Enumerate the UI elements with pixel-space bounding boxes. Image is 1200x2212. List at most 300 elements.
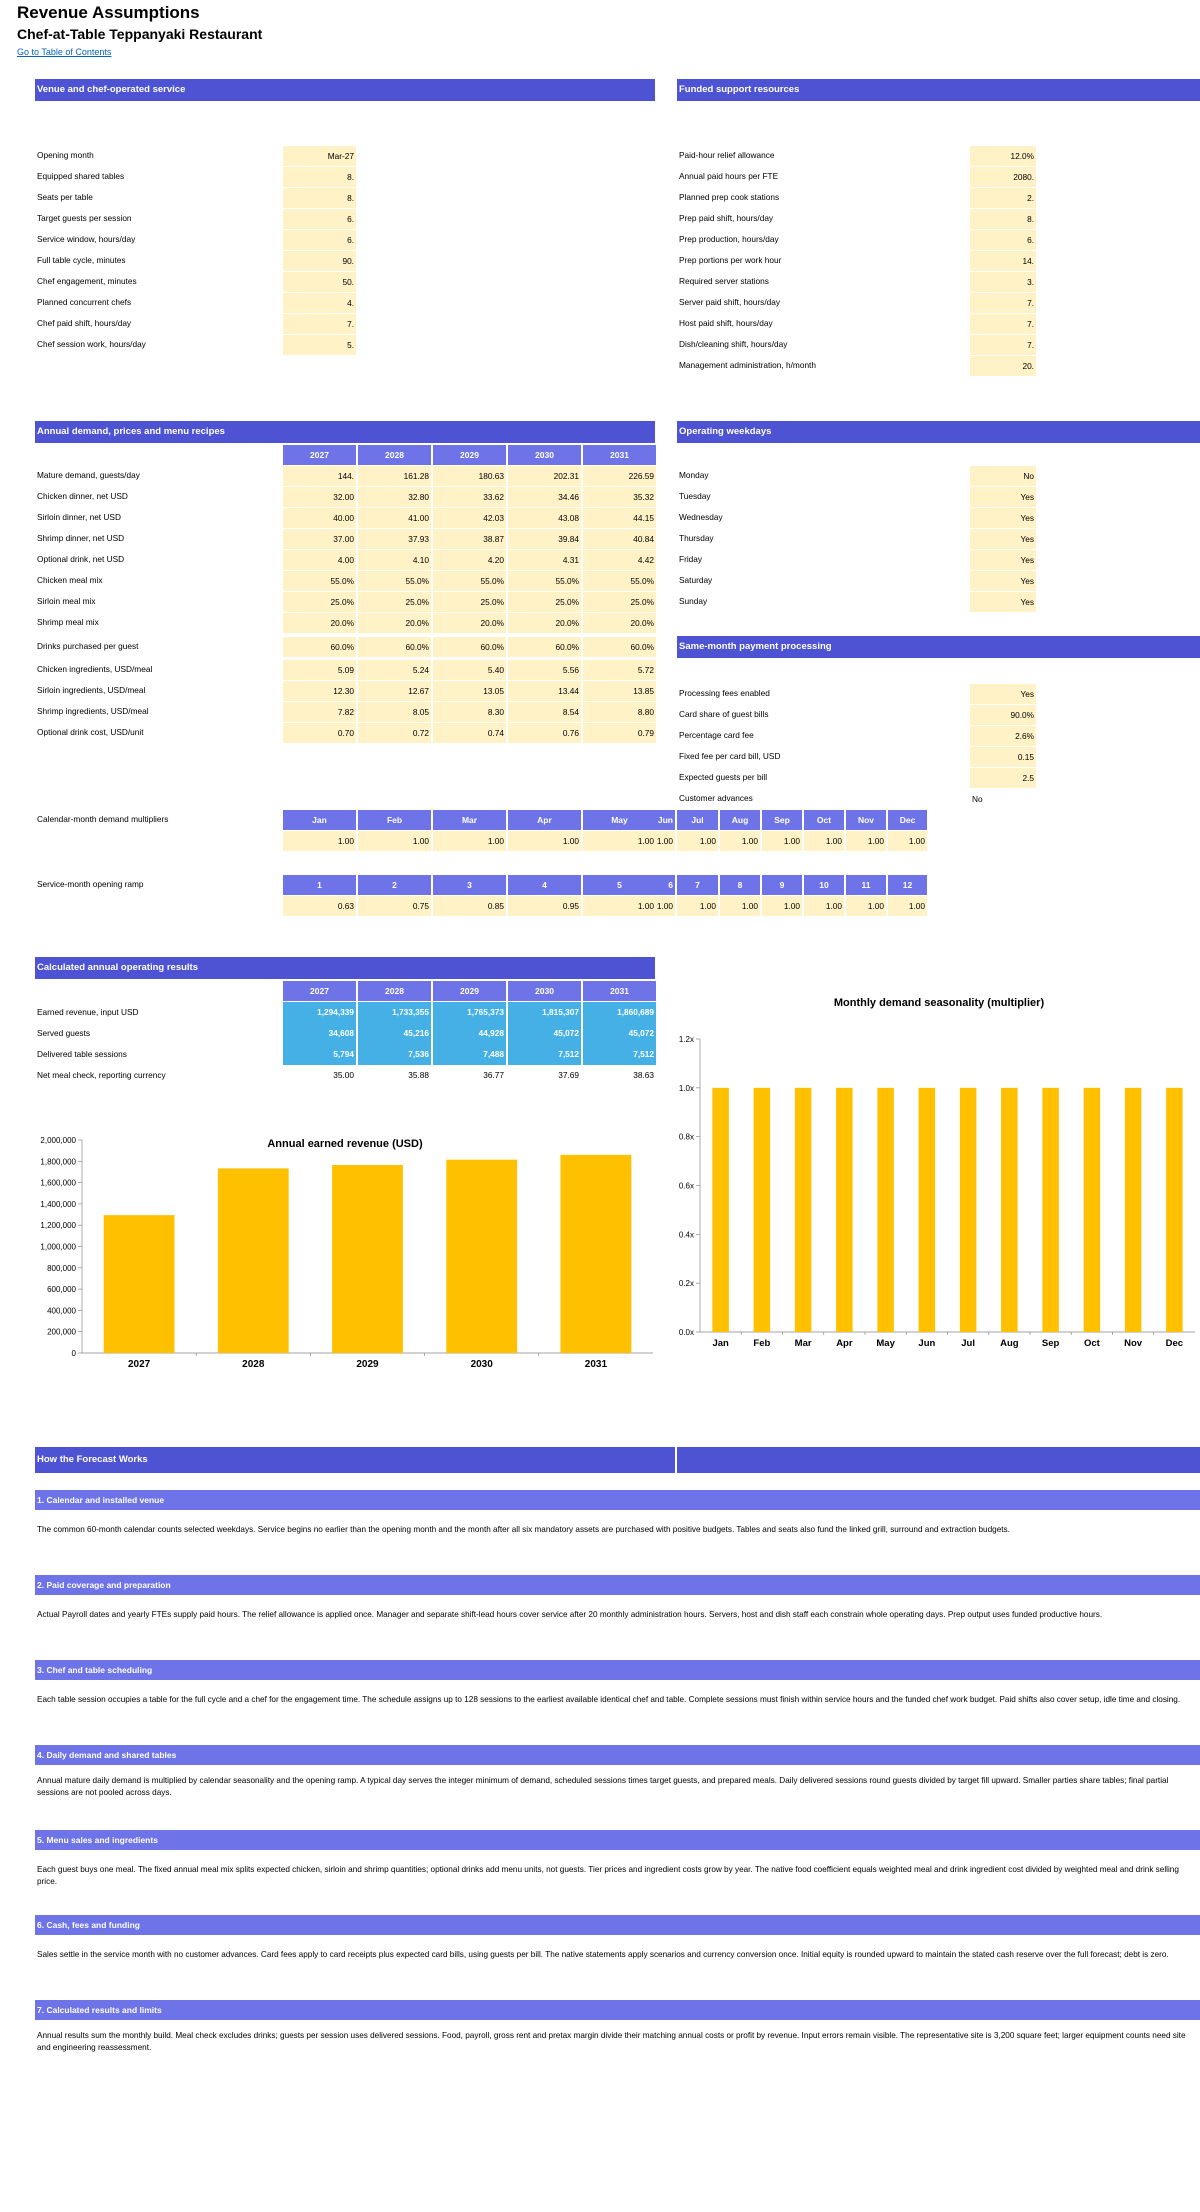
seasonality-value[interactable]: 1.00 — [583, 831, 656, 851]
demand-row-label: Shrimp ingredients, USD/meal — [37, 706, 149, 716]
weekday-label: Saturday — [679, 575, 713, 585]
demand-year-header: 2031 — [583, 445, 656, 465]
results-cell: 1,815,307 — [508, 1002, 581, 1023]
demand-cell[interactable]: 5.56 — [508, 660, 581, 680]
ramp-label: Service-month opening ramp — [37, 879, 144, 889]
demand-cell[interactable]: 38.87 — [433, 529, 506, 549]
weekday-label: Sunday — [679, 596, 708, 606]
forecast-section-text: Annual mature daily demand is multiplied by calendar seasonality and the opening ramp. A typical day serves the integer minimum of demand, scheduled sessions times target guests, and prepared meals. Daily delivered sessions round guests divided by target fill upward. Smaller parties share tables; final partial sessions are not pooled across days. — [37, 1776, 1169, 1797]
y-tick-label: 200,000 — [47, 1327, 76, 1337]
results-year-header: 2029 — [433, 981, 506, 1001]
forecast-section-text: Each table session occupies a table for the full cycle and a chef for the engagement time. The schedule assigns up to 128 sessions to the earliest available identical chef and table. Complete sessions must finish within service hours and the funded chef work budget. Paid shifts also cover setup, idle time and closing. — [37, 1695, 1181, 1704]
revenue-bar-chart — [35, 1130, 660, 1375]
forecast-section-title: 6. Cash, fees and funding — [35, 1915, 1200, 1935]
demand-cell[interactable]: 4.31 — [508, 550, 581, 570]
results-cell: 36.77 — [483, 1070, 504, 1080]
demand-row-label: Sirloin dinner, net USD — [37, 512, 121, 522]
seasonality-month-header: Sep — [762, 810, 802, 830]
results-cell: 5,794 — [283, 1044, 356, 1065]
demand-cell[interactable]: 33.62 — [433, 487, 506, 507]
venue-row-label: Full table cycle, minutes — [37, 255, 126, 265]
demand-row-label: Optional drink, net USD — [37, 554, 125, 564]
x-category-label: Jun — [918, 1338, 936, 1349]
venue-row-label: Chef session work, hours/day — [37, 339, 146, 349]
seasonality-month-header: Jun — [656, 810, 675, 830]
demand-cell[interactable]: 13.05 — [433, 681, 506, 701]
venue-row-input[interactable]: Mar-27 — [283, 146, 356, 166]
payment-row-value[interactable]: 0.15 — [970, 747, 1036, 767]
results-row-label: Net meal check, reporting currency — [37, 1070, 166, 1080]
bar — [104, 1215, 175, 1353]
weekday-label: Tuesday — [679, 491, 711, 501]
x-category-label: Sep — [1041, 1338, 1060, 1349]
demand-cell[interactable]: 44.15 — [583, 508, 656, 528]
demand-cell[interactable]: 8.80 — [583, 702, 656, 722]
results-row-label: Delivered table sessions — [37, 1049, 127, 1059]
venue-row-input[interactable]: 8. — [283, 188, 356, 208]
demand-cell[interactable]: 4.42 — [583, 550, 656, 570]
demand-cell[interactable]: 20.0% — [508, 613, 581, 633]
payment-row-value[interactable]: 2.6% — [970, 726, 1036, 746]
results-cell: 45,072 — [508, 1023, 581, 1044]
support-row-input[interactable]: 7. — [970, 335, 1036, 355]
bar — [1042, 1088, 1059, 1332]
forecast-section-text: Each guest buys one meal. The fixed annual meal mix splits expected chicken, sirloin and shrimp quantities; optional drinks add menu units, not guests. Tier prices and ingredient costs grow by year. The native food coefficient equals weighted meal and drink ingredient cost divided by weighted meal and drink selling price. — [37, 1865, 1179, 1886]
forecast-section-text: The common 60-month calendar counts selected weekdays. Service begins no earlier than the opening month and the month after all six mandatory assets are purchased with positive budgets. Tables and seats also fund the linked grill, surround and extraction budgets. — [37, 1525, 1010, 1534]
demand-cell[interactable]: 8.54 — [508, 702, 581, 722]
support-row-input[interactable]: 2. — [970, 188, 1036, 208]
ramp-value[interactable]: 1.00 — [656, 896, 675, 916]
y-tick-label: 1,200,000 — [40, 1221, 76, 1231]
demand-cell[interactable]: 35.32 — [583, 487, 656, 507]
bar — [1125, 1088, 1142, 1332]
demand-cell[interactable]: 60.0% — [283, 637, 356, 657]
support-row-label: Prep production, hours/day — [679, 234, 779, 244]
demand-cell[interactable]: 39.84 — [508, 529, 581, 549]
venue-row-input[interactable]: 6. — [283, 209, 356, 229]
chart-title: Monthly demand seasonality (multiplier) — [833, 997, 1045, 1009]
seasonality-month-header: Apr — [508, 810, 581, 830]
ramp-value[interactable]: 1.00 — [720, 896, 760, 916]
y-tick-label: 1,400,000 — [40, 1199, 76, 1209]
forecast-section-text: Sales settle in the service month with no customer advances. Card fees apply to card receipts plus expected card bills, using guests per bill. The native statements apply scenarios and currency conversion once. Initial equity is rounded upward to maintain the stated cash reserve over the full forecast; debt is zero. — [37, 1950, 1169, 1959]
demand-cell[interactable]: 0.79 — [583, 723, 656, 743]
demand-cell[interactable]: 25.0% — [433, 592, 506, 612]
support-row-label: Annual paid hours per FTE — [679, 171, 779, 181]
support-row-label: Paid-hour relief allowance — [679, 150, 775, 160]
payment-row-label: Expected guests per bill — [679, 772, 768, 782]
ramp-month-header: 9 — [762, 875, 802, 895]
support-row-label: Required server stations — [679, 276, 769, 286]
results-cell: 35.88 — [408, 1070, 429, 1080]
venue-row-label: Target guests per session — [37, 213, 132, 223]
demand-row-label: Optional drink cost, USD/unit — [37, 727, 144, 737]
support-row-label: Management administration, h/month — [679, 360, 816, 370]
y-tick-label: 1,800,000 — [40, 1157, 76, 1167]
seasonality-month-header: Aug — [720, 810, 760, 830]
forecast-section-title: 4. Daily demand and shared tables — [35, 1745, 1200, 1765]
seasonality-value[interactable]: 1.00 — [804, 831, 844, 851]
x-category-label: Jul — [961, 1338, 975, 1349]
seasonality-label: Calendar-month demand multipliers — [37, 814, 169, 824]
demand-cell[interactable]: 34.46 — [508, 487, 581, 507]
results-row-label: Served guests — [37, 1028, 91, 1038]
demand-cell[interactable]: 32.80 — [358, 487, 431, 507]
demand-row-label: Drinks purchased per guest — [37, 641, 139, 651]
venue-row-input[interactable]: 50. — [283, 272, 356, 292]
demand-cell[interactable]: 37.00 — [283, 529, 356, 549]
forecast-section-text: Annual results sum the monthly build. Meal check excludes drinks; guests per session uses delivered sessions. Food, payroll, gross rent and pretax margin divide their matching annual costs or profit by revenue. Input errors remain visible. The representative site is 3,200 square feet; larger equipment counts need site and engineering reassessment. — [37, 2031, 1186, 2052]
demand-cell[interactable]: 40.84 — [583, 529, 656, 549]
support-row-input[interactable]: 8. — [970, 209, 1036, 229]
results-header: Calculated annual operating results — [35, 957, 655, 979]
bar — [919, 1088, 936, 1332]
weekday-input[interactable]: No — [970, 466, 1036, 486]
x-category-label: Feb — [753, 1338, 771, 1349]
page-title: Revenue Assumptions — [17, 3, 200, 22]
venue-row-label: Chef engagement, minutes — [37, 276, 137, 286]
venue-row-label: Planned concurrent chefs — [37, 297, 132, 307]
demand-cell[interactable]: 20.0% — [283, 613, 356, 633]
forecast-section-text: Actual Payroll dates and yearly FTEs supply paid hours. The relief allowance is applied once. Manager and separate shift-lead hours cover service after 20 monthly administration hours. Servers, host and dish staff each constrain whole operating days. Prep output uses funded productive hours. — [37, 1610, 1103, 1619]
y-tick-label: 1,000,000 — [40, 1242, 76, 1252]
demand-cell[interactable]: 226.59 — [583, 466, 656, 486]
demand-cell[interactable]: 41.00 — [358, 508, 431, 528]
weekday-input[interactable]: Yes — [970, 571, 1036, 591]
forecast-header — [35, 1447, 1200, 1473]
weekday-input[interactable]: Yes — [970, 529, 1036, 549]
seasonality-month-header: Jul — [677, 810, 718, 830]
ramp-value[interactable]: 1.00 — [583, 896, 656, 916]
weekdays-header: Operating weekdays — [677, 421, 1200, 443]
support-row-input[interactable]: 6. — [970, 230, 1036, 250]
demand-cell[interactable]: 40.00 — [283, 508, 356, 528]
results-cell: 35.00 — [333, 1070, 354, 1080]
results-row-label: Earned revenue, input USD — [37, 1007, 139, 1017]
payment-row-label: Processing fees enabled — [679, 688, 770, 698]
payment-row-label: Percentage card fee — [679, 730, 754, 740]
results-cell: 1,765,373 — [433, 1002, 506, 1023]
weekday-input[interactable]: Yes — [970, 508, 1036, 528]
support-row-input[interactable]: 7. — [970, 314, 1036, 334]
ramp-month-header: 6 — [656, 875, 675, 895]
demand-cell[interactable]: 12.30 — [283, 681, 356, 701]
results-year-header: 2030 — [508, 981, 581, 1001]
seasonality-month-header: Mar — [433, 810, 506, 830]
support-row-input[interactable]: 7. — [970, 293, 1036, 313]
venue-row-label: Equipped shared tables — [37, 171, 125, 181]
seasonality-value[interactable]: 1.00 — [846, 831, 886, 851]
ramp-month-header: 1 — [283, 875, 356, 895]
y-tick-label: 0 — [71, 1349, 76, 1358]
seasonality-month-header: Dec — [888, 810, 927, 830]
support-row-label: Planned prep cook stations — [679, 192, 780, 202]
demand-year-header: 2029 — [433, 445, 506, 465]
results-cell: 7,512 — [583, 1044, 656, 1065]
demand-cell[interactable]: 4.00 — [283, 550, 356, 570]
support-row-input[interactable]: 2080. — [970, 167, 1036, 187]
ramp-value[interactable]: 1.00 — [804, 896, 844, 916]
ramp-month-header: 2 — [358, 875, 431, 895]
ramp-value[interactable]: 1.00 — [846, 896, 886, 916]
demand-row-label: Sirloin meal mix — [37, 596, 96, 606]
demand-cell[interactable]: 25.0% — [583, 592, 656, 612]
seasonality-value[interactable]: 1.00 — [677, 831, 718, 851]
support-row-label: Host paid shift, hours/day — [679, 318, 773, 328]
x-category-label: Mar — [794, 1338, 812, 1349]
y-tick-label: 400,000 — [47, 1306, 76, 1316]
results-cell: 7,512 — [508, 1044, 581, 1065]
results-year-header: 2031 — [583, 981, 656, 1001]
x-category-label: Oct — [1083, 1338, 1100, 1349]
weekday-label: Friday — [679, 554, 703, 564]
support-row-input[interactable]: 12.0% — [970, 146, 1036, 166]
demand-cell[interactable]: 202.31 — [508, 466, 581, 486]
demand-cell[interactable]: 5.24 — [358, 660, 431, 680]
y-tick-label: 0.4x — [678, 1230, 694, 1240]
demand-cell[interactable]: 7.82 — [283, 702, 356, 722]
demand-cell[interactable]: 25.0% — [358, 592, 431, 612]
demand-cell[interactable]: 13.85 — [583, 681, 656, 701]
payment-row-label: Fixed fee per card bill, USD — [679, 751, 781, 761]
ramp-month-header: 8 — [720, 875, 760, 895]
ramp-month-header: 4 — [508, 875, 581, 895]
ramp-value[interactable]: 0.85 — [433, 896, 506, 916]
ramp-value[interactable]: 1.00 — [762, 896, 802, 916]
demand-cell[interactable]: 55.0% — [583, 571, 656, 591]
demand-cell[interactable]: 4.10 — [358, 550, 431, 570]
demand-cell[interactable]: 55.0% — [508, 571, 581, 591]
demand-cell[interactable]: 43.08 — [508, 508, 581, 528]
venue-row-label: Opening month — [37, 150, 94, 160]
seasonality-value[interactable]: 1.00 — [283, 831, 356, 851]
demand-cell[interactable]: 161.28 — [358, 466, 431, 486]
seasonality-month-header: Nov — [846, 810, 886, 830]
demand-cell[interactable]: 0.72 — [358, 723, 431, 743]
support-row-label: Prep paid shift, hours/day — [679, 213, 774, 223]
demand-row-label: Chicken ingredients, USD/meal — [37, 664, 153, 674]
page-subtitle: Chef-at-Table Teppanyaki Restaurant — [17, 26, 263, 42]
demand-cell[interactable]: 8.30 — [433, 702, 506, 722]
demand-row-label: Shrimp meal mix — [37, 617, 99, 627]
bar — [446, 1160, 517, 1353]
forecast-header-title: How the Forecast Works — [37, 1454, 148, 1465]
x-category-label: 2027 — [127, 1359, 151, 1370]
chart-title: Annual earned revenue (USD) — [267, 1138, 423, 1150]
seasonality-month-header: Feb — [358, 810, 431, 830]
seasonality-value[interactable]: 1.00 — [762, 831, 802, 851]
demand-cell[interactable]: 20.0% — [433, 613, 506, 633]
results-cell: 45,216 — [358, 1023, 431, 1044]
ramp-value[interactable]: 1.00 — [888, 896, 927, 916]
venue-row-input[interactable]: 8. — [283, 167, 356, 187]
demand-cell[interactable]: 12.67 — [358, 681, 431, 701]
forecast-section-title: 1. Calendar and installed venue — [35, 1490, 1200, 1510]
weekday-label: Monday — [679, 470, 709, 480]
toc-link[interactable]: Go to Table of Contents — [17, 47, 112, 57]
y-tick-label: 0.0x — [678, 1328, 694, 1337]
bar — [218, 1168, 289, 1353]
results-cell: 7,536 — [358, 1044, 431, 1065]
demand-cell[interactable]: 60.0% — [508, 637, 581, 657]
seasonality-value[interactable]: 1.00 — [358, 831, 431, 851]
support-header: Funded support resources — [677, 79, 1200, 101]
support-row-label: Server paid shift, hours/day — [679, 297, 780, 307]
demand-cell[interactable]: 4.20 — [433, 550, 506, 570]
y-tick-label: 0.8x — [678, 1132, 694, 1142]
bar — [1166, 1088, 1183, 1332]
demand-cell[interactable]: 5.72 — [583, 660, 656, 680]
forecast-section-title: 3. Chef and table scheduling — [35, 1660, 1200, 1680]
demand-header: Annual demand, prices and menu recipes — [35, 421, 655, 443]
seasonality-value[interactable]: 1.00 — [720, 831, 760, 851]
results-cell: 45,072 — [583, 1023, 656, 1044]
ramp-month-header: 12 — [888, 875, 927, 895]
y-tick-label: 1.2x — [678, 1035, 694, 1044]
demand-row-label: Sirloin ingredients, USD/meal — [37, 685, 146, 695]
seasonality-value[interactable]: 1.00 — [656, 831, 675, 851]
weekday-input[interactable]: Yes — [970, 550, 1036, 570]
demand-cell[interactable]: 0.74 — [433, 723, 506, 743]
bar — [560, 1155, 631, 1353]
demand-cell[interactable]: 60.0% — [358, 637, 431, 657]
payment-row-value[interactable]: 2.5 — [970, 768, 1036, 788]
results-year-header: 2027 — [283, 981, 356, 1001]
payment-row-value[interactable]: Yes — [970, 684, 1036, 704]
ramp-value[interactable]: 1.00 — [677, 896, 718, 916]
demand-cell[interactable]: 5.09 — [283, 660, 356, 680]
y-tick-label: 600,000 — [47, 1285, 76, 1295]
bar — [1084, 1088, 1101, 1332]
weekday-label: Thursday — [679, 533, 714, 543]
y-tick-label: 800,000 — [47, 1263, 76, 1273]
seasonality-month-header: Jan — [283, 810, 356, 830]
y-tick-label: 0.2x — [678, 1279, 694, 1289]
demand-cell[interactable]: 8.05 — [358, 702, 431, 722]
x-category-label: Apr — [836, 1338, 853, 1349]
bar — [332, 1165, 403, 1353]
bar — [1001, 1088, 1018, 1332]
demand-cell[interactable]: 60.0% — [583, 637, 656, 657]
ramp-value[interactable]: 0.63 — [283, 896, 356, 916]
y-tick-label: 1,600,000 — [40, 1178, 76, 1188]
demand-row-label: Shrimp dinner, net USD — [37, 533, 125, 543]
x-category-label: 2028 — [242, 1359, 265, 1370]
results-cell: 1,733,355 — [358, 1002, 431, 1023]
seasonality-bar-chart — [677, 985, 1200, 1355]
y-tick-label: 0.6x — [678, 1181, 694, 1191]
demand-cell[interactable]: 25.0% — [508, 592, 581, 612]
x-category-label: 2031 — [584, 1359, 608, 1370]
demand-cell[interactable]: 55.0% — [283, 571, 356, 591]
demand-cell[interactable]: 180.63 — [433, 466, 506, 486]
seasonality-value[interactable]: 1.00 — [433, 831, 506, 851]
demand-cell[interactable]: 0.76 — [508, 723, 581, 743]
payment-row-value: No — [972, 794, 983, 804]
venue-header: Venue and chef-operated service — [35, 79, 655, 101]
demand-year-header: 2028 — [358, 445, 431, 465]
ramp-month-header: 7 — [677, 875, 718, 895]
demand-cell[interactable]: 20.0% — [358, 613, 431, 633]
demand-cell[interactable]: 37.93 — [358, 529, 431, 549]
venue-row-input[interactable]: 5. — [283, 335, 356, 355]
ramp-month-header: 3 — [433, 875, 506, 895]
payment-row-value[interactable]: 90.0% — [970, 705, 1036, 725]
demand-row-label: Mature demand, guests/day — [37, 470, 140, 480]
demand-cell[interactable]: 32.00 — [283, 487, 356, 507]
x-category-label: Dec — [1165, 1338, 1184, 1349]
weekday-input[interactable]: Yes — [970, 592, 1036, 612]
weekday-input[interactable]: Yes — [970, 487, 1036, 507]
demand-row-label: Chicken meal mix — [37, 575, 103, 585]
support-row-input[interactable]: 14. — [970, 251, 1036, 271]
x-category-label: 2030 — [470, 1359, 493, 1370]
demand-cell[interactable]: 42.03 — [433, 508, 506, 528]
bar — [712, 1088, 729, 1332]
venue-row-input[interactable]: 4. — [283, 293, 356, 313]
demand-cell[interactable]: 60.0% — [433, 637, 506, 657]
y-tick-label: 1.0x — [678, 1083, 694, 1093]
payment-header: Same-month payment processing — [677, 636, 1200, 658]
ramp-value[interactable]: 0.95 — [508, 896, 581, 916]
results-cell: 44,928 — [433, 1023, 506, 1044]
seasonality-value[interactable]: 1.00 — [888, 831, 927, 851]
support-row-label: Prep portions per work hour — [679, 255, 782, 265]
results-cell: 34,608 — [283, 1023, 356, 1044]
demand-cell[interactable]: 0.70 — [283, 723, 356, 743]
demand-cell[interactable]: 55.0% — [358, 571, 431, 591]
demand-cell[interactable]: 13.44 — [508, 681, 581, 701]
seasonality-month-header: Oct — [804, 810, 844, 830]
payment-row-label: Customer advances — [679, 793, 753, 803]
venue-row-label: Seats per table — [37, 192, 93, 202]
payment-row-label: Card share of guest bills — [679, 709, 769, 719]
ramp-value[interactable]: 0.75 — [358, 896, 431, 916]
venue-row-label: Chef paid shift, hours/day — [37, 318, 132, 328]
bar — [960, 1088, 977, 1332]
demand-cell[interactable]: 25.0% — [283, 592, 356, 612]
results-year-header: 2028 — [358, 981, 431, 1001]
x-category-label: Nov — [1124, 1338, 1143, 1349]
venue-row-input[interactable]: 90. — [283, 251, 356, 271]
results-cell: 1,294,339 — [283, 1002, 356, 1023]
x-category-label: Jan — [712, 1338, 729, 1349]
ramp-month-header: 11 — [846, 875, 886, 895]
support-row-input[interactable]: 20. — [970, 356, 1036, 376]
results-cell: 37.69 — [558, 1070, 579, 1080]
bar — [877, 1088, 894, 1332]
demand-cell[interactable]: 55.0% — [433, 571, 506, 591]
forecast-section-title: 2. Paid coverage and preparation — [35, 1575, 1200, 1595]
demand-cell[interactable]: 20.0% — [583, 613, 656, 633]
weekday-label: Wednesday — [679, 512, 723, 522]
ramp-month-header: 10 — [804, 875, 844, 895]
bar — [754, 1088, 771, 1332]
venue-row-input[interactable]: 7. — [283, 314, 356, 334]
demand-year-header: 2030 — [508, 445, 581, 465]
seasonality-value[interactable]: 1.00 — [508, 831, 581, 851]
demand-cell[interactable]: 144. — [283, 466, 356, 486]
demand-cell[interactable]: 5.40 — [433, 660, 506, 680]
seasonality-month-header: May — [583, 810, 656, 830]
results-cell: 38.63 — [633, 1070, 654, 1080]
forecast-section-title: 7. Calculated results and limits — [35, 2000, 1200, 2020]
bar — [836, 1088, 853, 1332]
venue-row-input[interactable]: 6. — [283, 230, 356, 250]
x-category-label: 2029 — [356, 1359, 379, 1370]
support-row-input[interactable]: 3. — [970, 272, 1036, 292]
forecast-section-title: 5. Menu sales and ingredients — [35, 1830, 1200, 1850]
